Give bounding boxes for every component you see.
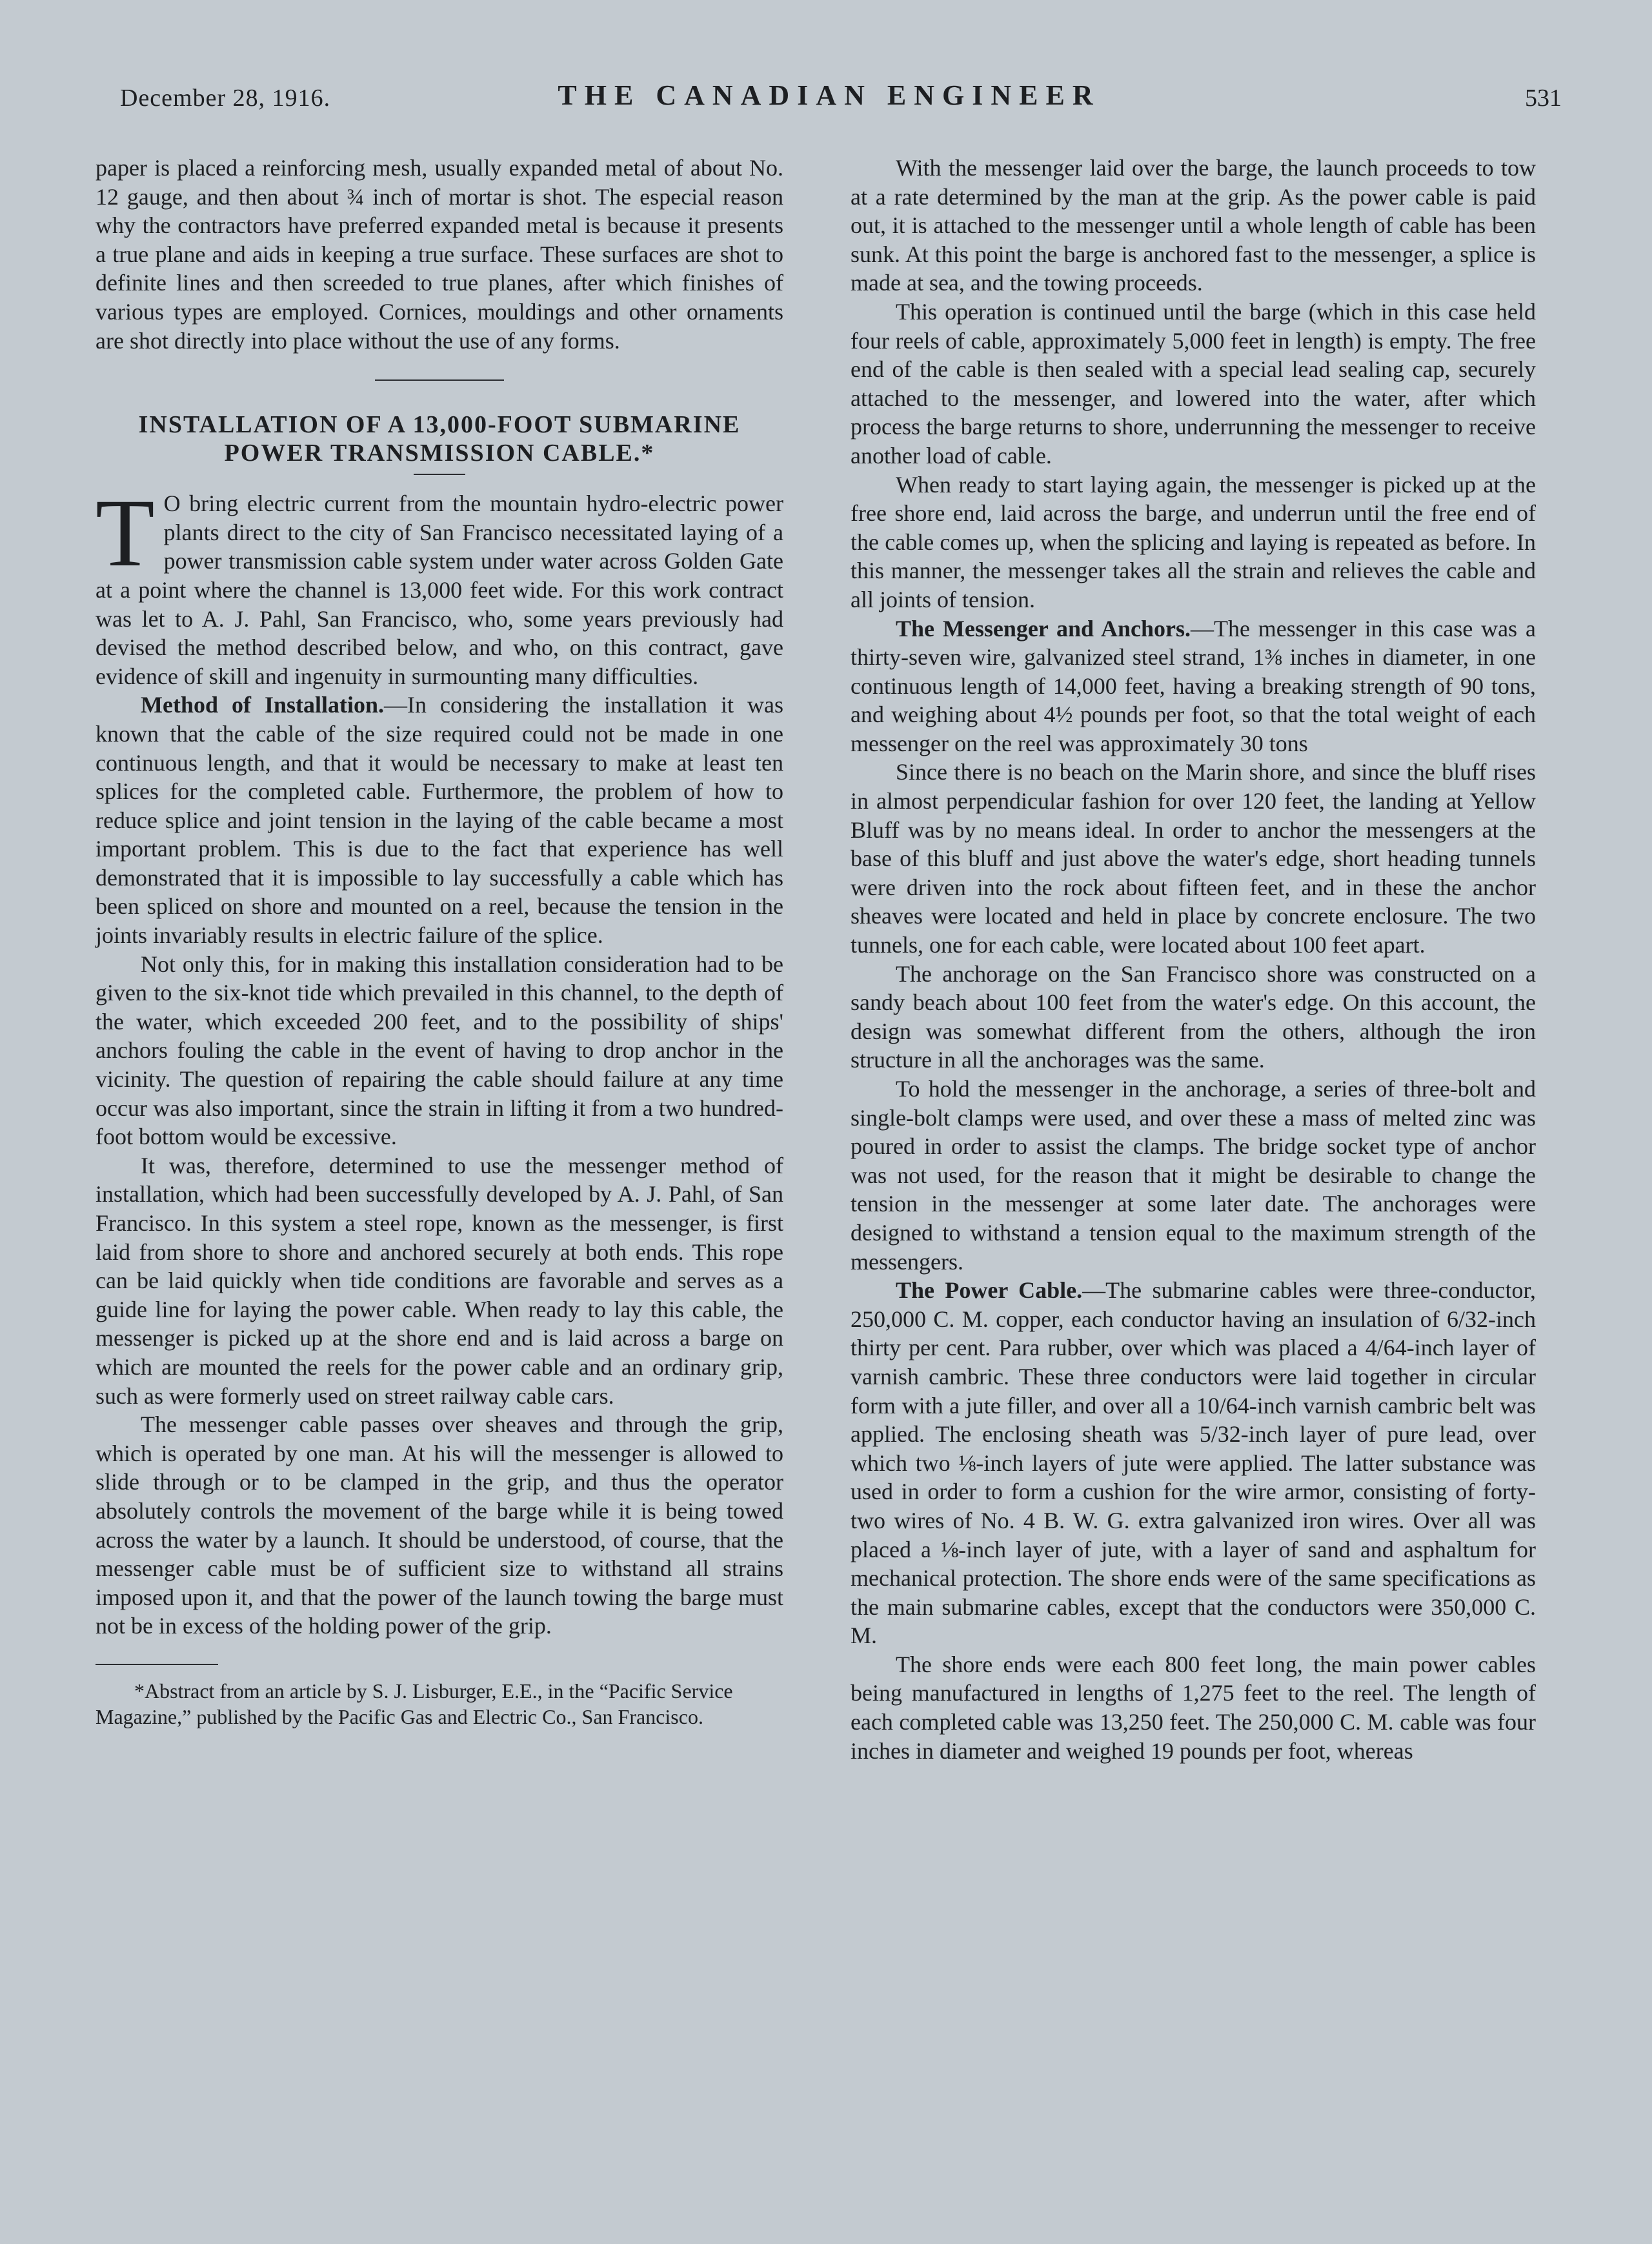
paragraph-not-only: Not only this, for in making this installation consideration had to be given to the six-knot tide which prevailed in this channel, to the depth of the water, which exceeded 200 feet, and to the possibility of ships' anchors fouling the cable in the event of having to drop anchor in the vicinity. The question of repairing the cable should failure at any time occur was also important, since the strain in lifting it from a two hundred-foot bottom would be excessive. — [96, 951, 783, 1150]
title-rule — [414, 474, 465, 475]
method-paragraph — [96, 691, 783, 949]
page-number: 531 — [1525, 85, 1562, 112]
subheading-anchors: The Messenger and Anchors. — [896, 615, 1191, 642]
drop-cap: T — [96, 480, 155, 587]
paragraph-hold: To hold the messenger in the anchorage, a series of three-bolt and single-bolt clamps were used, and over these a mass of melted zinc was poured in order to assist the clamps. The bridge socket type of anchor was not used, for the reason that it might be desirable to change the tension in the messenger at some later date. The anchorages were designed to withstand a tension equal to the maximum strength of the messengers. — [851, 1076, 1536, 1275]
section-divider — [375, 379, 504, 381]
opening-text: O bring electric current from the mountain hydro-electric power plants direct to the city of San Francisco necessitated laying of a power transmission cable system under water across Golden Gate at a point where the channel is 13,000 feet wide. For this work contract was let to A. J. Pahl, San Francisco, who, some years previously had devised the method described below, and who, on this contract, gave evidence of skill and ingenuity in surmounting many difficulties. — [96, 490, 783, 689]
power-paragraph — [851, 1276, 1536, 1650]
left-column — [96, 154, 783, 1730]
issue-date: December 28, 1916. — [120, 85, 331, 112]
paragraph-anchorage: The anchorage on the San Francisco shore was constructed on a sandy beach about 100 feet from the water's edge. On this account, the design was somewhat different from the others, although the iron structure in all the anchorages was the same. — [851, 960, 1536, 1073]
opening-paragraph — [96, 480, 783, 691]
method-text: —In considering the installation it was known that the cable of the size required could not be made in one continuous length, and that it would be necessary to make at least ten splices for the completed cable. Furthermore, the problem of how to reduce splice and joint tension in the laying of the cable became a most important problem. This is due to the fact that experience has well demonstrated that it is impossible to lay successfully a cable which has been spliced on shore and mounted on a reel, because the tension in the joints invariably results in electric failure of the splice. — [96, 692, 783, 949]
paragraph-shore-ends: The shore ends were each 800 feet long, the main power cables being manufactured in lengths of 1,275 feet to the reel. The length of each completed cable was 13,250 feet. The 250,000 C. M. cable was four inches in diameter and weighed 19 pounds per foot, whereas — [851, 1651, 1536, 1764]
power-text: —The submarine cables were three-conductor, 250,000 C. M. copper, each conductor having an insulation of 6/32-inch thirty per cent. Para rubber, over which was placed a 4/64-inch layer of varnish cambric. These three conductors were laid together in circular form with a jute filler, and over all a 10/64-inch varnish cambric belt was applied. The enclosing sheath was 5/32-inch layer of pure lead, over which two ⅛-inch layers of jute were applied. The latter substance was used in order to form a cushion for the wire armor, consisting of forty-two wires of No. 4 B. W. G. extra galvanized iron wires. Over all was placed a ⅛-inch layer of jute, with a layer of sand and asphaltum for mechanical protection. The shore ends were of the same specifications as the main submarine cables, except that the conductors were 350,000 C. M. — [851, 1277, 1536, 1649]
footnote-rule — [96, 1664, 218, 1665]
paragraph-ready: When ready to start laying again, the messenger is picked up at the free shore end, laid across the barge, and underrun until the free end of the cable comes up, when the splicing and laying is repeated as before. In this manner, the messenger takes all the strain and relieves the cable and all joints of tension. — [851, 471, 1536, 612]
continued-paragraph: paper is placed a reinforcing mesh, usually expanded metal of about No. 12 gauge, and then about ¾ inch of mortar is shot. The especial reason why the contractors have preferred expanded metal is because it presents a true plane and aids in keeping a true surface. These surfaces are shot to definite lines and then screeded to true planes, after which finishes of various types are employed. Cornices, mouldings and other ornaments are shot directly into place without the use of any forms. — [96, 155, 783, 354]
anchors-paragraph — [851, 614, 1536, 758]
footnote-text: *Abstract from an article by S. J. Lisburger, E.E., in the “Pacific Service Magazine,” published by the Pacific Gas and Electric Co., San Francisco. — [96, 1679, 733, 1728]
paragraph-barge: With the messenger laid over the barge, the launch proceeds to tow at a rate determined by the man at the grip. As the power cable is paid out, it is attached to the messenger until a whole length of cable has been sunk. At this point the barge is anchored fast to the messenger, a splice is made at sea, and the towing proceeds. — [851, 155, 1536, 296]
footnote — [96, 1678, 783, 1730]
article-title: INSTALLATION OF A 13,000-FOOT SUBMARINE POWER TRANSMISSION CABLE.* — [138, 411, 741, 467]
paragraph-continued: This operation is continued until the barge (which in this case held four reels of cable, approximately 5,000 feet in length) is empty. The free end of the cable is then sealed with a special lead sealing cap, securely attached to the messenger, and lowered into the water, after which process the barge returns to shore, underrunning the messenger to receive another load of cable. — [851, 298, 1536, 469]
journal-title: THE CANADIAN ENGINEER — [558, 79, 1101, 111]
paragraph-beach: Since there is no beach on the Marin shore, and since the bluff rises in almost perpendicular fashion for over 120 feet, the landing at Yellow Bluff was by no means ideal. In order to anchor the messengers at the base of this bluff and just above the water's edge, short heading tunnels were driven into the rock about fifteen feet, and in these the anchor sheaves were located and held in place by concrete enclosure. The two tunnels, one for each cable, were located about 100 feet apart. — [851, 759, 1536, 958]
running-header — [97, 76, 1562, 115]
subheading-power-cable: The Power Cable. — [896, 1277, 1083, 1304]
right-column — [851, 154, 1536, 1765]
paragraph-therefore: It was, therefore, determined to use the messenger method of installation, which had been successfully developed by A. J. Pahl, of San Francisco. In this system a steel rope, known as the messenger, is first laid from shore to shore and anchored securely at both ends. This rope can be laid quickly when tide conditions are favorable and serves as a guide line for laying the power cable. When ready to lay this cable, the messenger is picked up at the shore end and is laid across a barge on which are mounted the reels for the power cable and an ordinary grip, such as were formerly used on street railway cable cars. — [96, 1152, 783, 1409]
paragraph-sheaves: The messenger cable passes over sheaves and through the grip, which is operated by one man. At his will the messenger is allowed to slide through or to be clamped in the grip, and thus the operator absolutely controls the movement of the barge while it is being towed across the water by a launch. It should be understood, of course, that the messenger cable must be of sufficient size to withstand all strains imposed upon it, and that the power of the launch towing the barge must not be in excess of the holding power of the grip. — [96, 1411, 783, 1639]
subheading-method: Method of Installation. — [141, 692, 385, 718]
anchors-text: —The messenger in this case was a thirty-seven wire, galvanized steel strand, 1⅜ inches in diameter, in one continuous length of 14,000 feet, having a breaking strength of 90 tons, and weighing about 4½ pounds per foot, so that the total weight of each messenger on the reel was approximately 30 tons — [851, 615, 1536, 756]
